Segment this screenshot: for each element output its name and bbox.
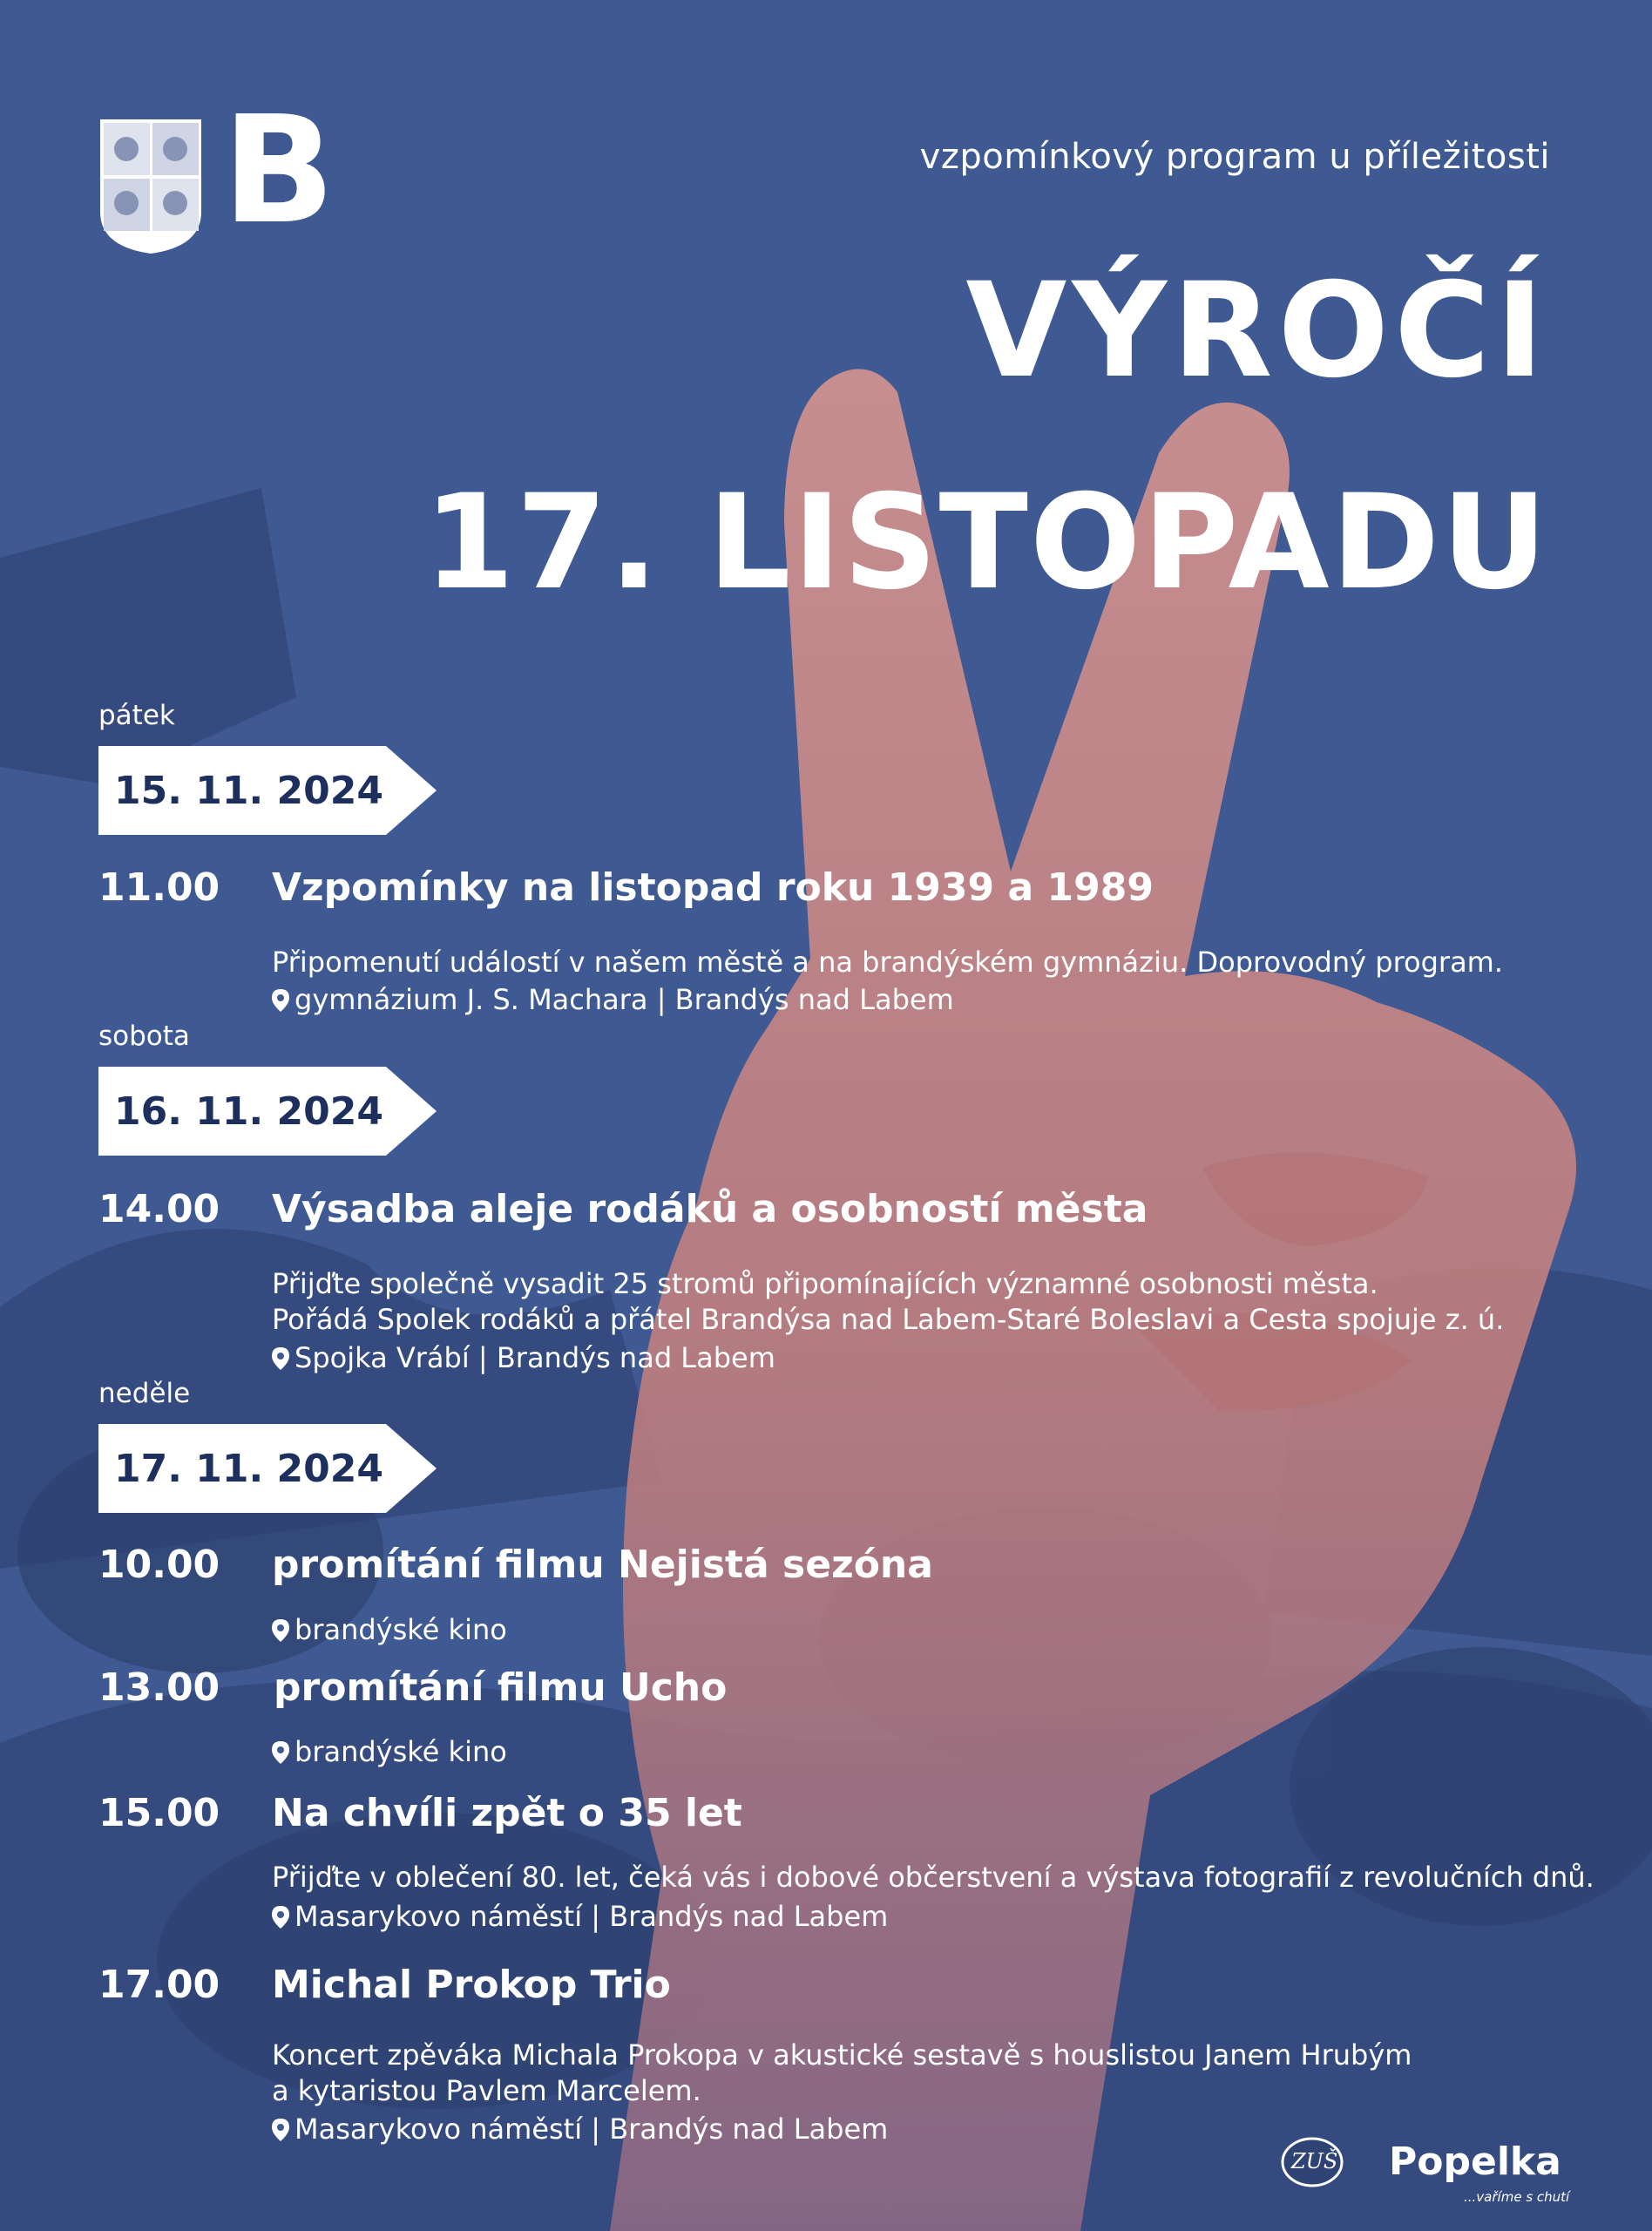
event-time: 10.00	[98, 1543, 220, 1587]
popelka-tagline: ...vaříme s chutí	[1464, 2189, 1570, 2205]
date-tag	[98, 746, 437, 835]
event-description: Pořádá Spolek rodáků a přátel Brandýsa nad Labem-Staré Boleslavi a Cesta spojuje z. ú.	[272, 1303, 1505, 1336]
event-description: Koncert zpěváka Michala Prokopa v akustické sestavě s houslistou Janem Hrubým	[272, 2038, 1412, 2072]
event-time: 15.00	[98, 1791, 220, 1835]
event-location: brandýské kino	[272, 1613, 507, 1646]
location-pin-icon	[272, 1619, 289, 1642]
date-tag	[98, 1424, 437, 1513]
event-time: 14.00	[98, 1187, 220, 1231]
event-title: Na chvíli zpět o 35 let	[272, 1791, 742, 1835]
event-time: 13.00	[98, 1665, 220, 1710]
event-title: promítání filmu Ucho	[274, 1665, 728, 1710]
event-location: gymnázium J. S. Machara | Brandýs nad Labem	[272, 983, 954, 1016]
header-subtitle: vzpomínkový program u příležitosti	[919, 137, 1550, 177]
event-title: Michal Prokop Trio	[272, 1963, 671, 2007]
event-time: 11.00	[98, 865, 220, 910]
location-pin-icon	[272, 989, 289, 1012]
logo-letter: B	[222, 85, 335, 257]
weekday-label: neděle	[98, 1378, 191, 1409]
weekday-label: sobota	[98, 1021, 190, 1052]
weekday-label: pátek	[98, 700, 175, 731]
event-location: Spojka Vrábí | Brandýs nad Labem	[272, 1341, 775, 1374]
location-pin-icon	[272, 1741, 289, 1764]
page-title-line2: 17. LISTOPADU	[423, 467, 1549, 619]
date-label: 17. 11. 2024	[114, 1447, 383, 1491]
city-logo	[98, 85, 335, 257]
location-pin-icon	[272, 1906, 289, 1929]
event-location: Masarykovo náměstí | Brandýs nad Labem	[272, 1900, 888, 1933]
event-description: a kytaristou Pavlem Marcelem.	[272, 2074, 701, 2107]
date-tag	[98, 1067, 437, 1156]
zus-logo: ZUŠ	[1281, 2137, 1344, 2187]
event-description: Přijďte v oblečení 80. let, čeká vás i dobové občerstvení a výstava fotografií z revolučních dnů.	[272, 1861, 1594, 1894]
event-title: Výsadba aleje rodáků a osobností města	[272, 1187, 1148, 1231]
popelka-logo: Popelka	[1389, 2139, 1561, 2184]
date-label: 15. 11. 2024	[114, 769, 383, 813]
event-description: Připomenutí událostí v našem městě a na brandýském gymnáziu. Doprovodný program.	[272, 946, 1504, 979]
event-time: 17.00	[98, 1963, 220, 2007]
page-title-line1: VÝROČÍ	[965, 255, 1549, 407]
event-location: brandýské kino	[272, 1735, 507, 1768]
event-title: promítání filmu Nejistá sezóna	[272, 1543, 933, 1587]
date-label: 16. 11. 2024	[114, 1089, 383, 1134]
event-description: Přijďte společně vysadit 25 stromů připomínajících významné osobnosti města.	[272, 1267, 1378, 1300]
event-title: Vzpomínky na listopad roku 1939 a 1989	[272, 865, 1154, 910]
event-location: Masarykovo náměstí | Brandýs nad Labem	[272, 2112, 888, 2146]
location-pin-icon	[272, 2119, 289, 2141]
location-pin-icon	[272, 1347, 289, 1370]
